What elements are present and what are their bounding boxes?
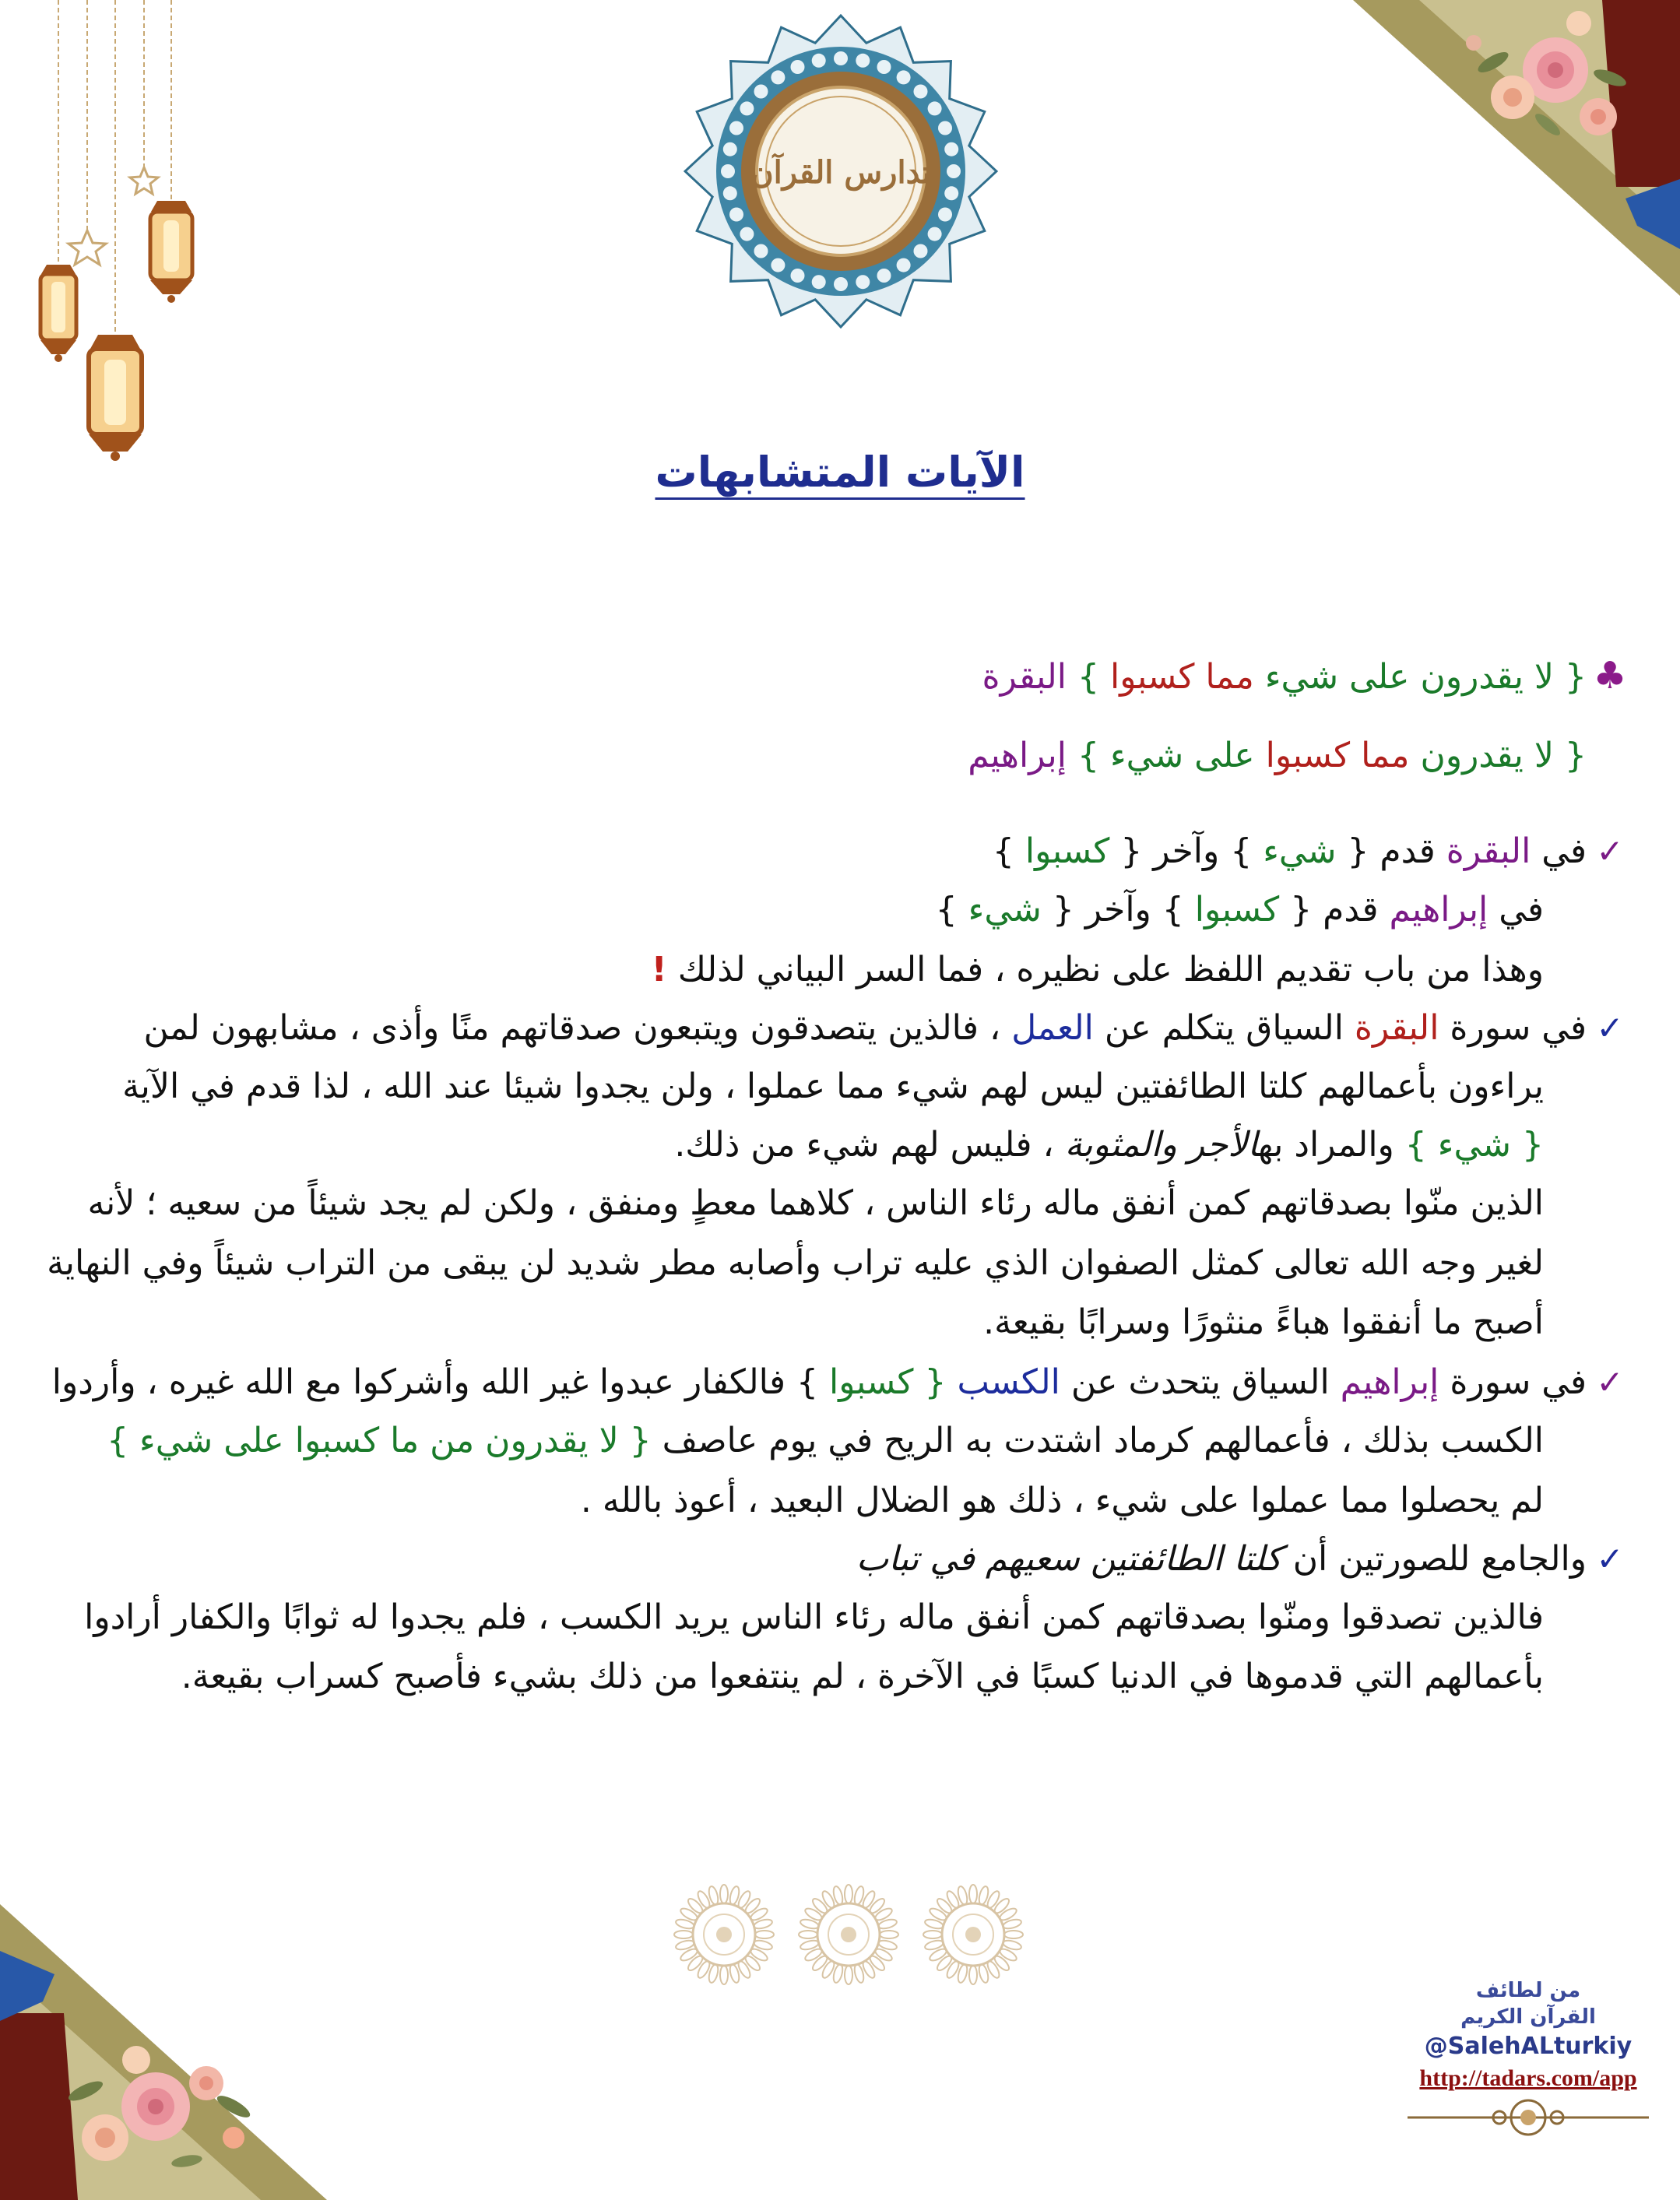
italic-phrase: كلتا الطائفتين سعيهم في تباب xyxy=(856,1539,1282,1579)
p3-line-1: ✓في سورة إبراهيم السياق يتحدث عن الكسب { كسبوا } فالكفار عبدوا غير الله وأشركوا مع الله غيره ، وأردوا xyxy=(52,1362,1633,1402)
ayah-ref: { شيء } xyxy=(1404,1125,1544,1165)
mandala-icon xyxy=(674,1885,774,1984)
brace: { xyxy=(1554,736,1587,775)
page-title: الآيات المتشابهات xyxy=(655,448,1025,497)
ornament-divider xyxy=(1400,2094,1657,2141)
verse-line-2 xyxy=(968,736,1633,775)
keyword: شيء xyxy=(1263,831,1337,871)
verse-text: على شيء xyxy=(1109,736,1255,775)
p1-line-3: وهذا من باب تقديم اللفظ على نظيره ، فما السر البياني لذلك ! xyxy=(651,950,1544,989)
check-mark-icon: ✓ xyxy=(1596,1009,1624,1047)
p2-line-4: الذين منّوا بصدقاتهم كمن أنفق ماله رئاء الناس ، كلاهما معطٍ ومنفق ، ولكن لم يجد شيئاً من سعيه ؛ لأنه xyxy=(87,1183,1544,1223)
surah-name: إبراهيم xyxy=(1340,1362,1439,1402)
emblem-calligraphy: تدارس القرآن xyxy=(750,154,931,191)
bottom-left-corner-decoration xyxy=(0,1904,467,2200)
p1-line-2: في إبراهيم قدم { كسبوا } وآخر { شيء } xyxy=(935,890,1544,930)
footer-line-1: من لطائف xyxy=(1475,1979,1581,2002)
p2-line-6: أصبح ما أنفقوا هباءً منثورًا وسرابًا بقيعة. xyxy=(983,1302,1544,1342)
exclamation: ! xyxy=(651,950,667,989)
keyword: كسبوا xyxy=(829,1362,914,1402)
p4-line-1: ✓والجامع للصورتين أن كلتا الطائفتين سعيهم في تباب xyxy=(856,1539,1633,1579)
brace: } xyxy=(1067,657,1110,697)
top-right-corner-decoration xyxy=(1213,0,1680,296)
surah-name: إبراهيم xyxy=(968,736,1067,775)
star-icon xyxy=(69,230,106,265)
italic-phrase: الأجر والمثوبة xyxy=(1064,1125,1258,1165)
p2-line-2: يراءون بأعمالهم كلتا الطائفتين ليس لهم شيء مما عملوا ، ولن يجدوا شيئا عند الله ، لذا قدم في الآية xyxy=(122,1067,1544,1106)
p1-line-1: ✓في البقرة قدم { شيء } وآخر { كسبوا } xyxy=(993,831,1633,871)
check-mark-icon: ✓ xyxy=(1596,832,1624,870)
keyword: كسبوا xyxy=(1025,831,1110,871)
mandala-icon xyxy=(923,1885,1023,1984)
verse-text-highlight: مما كسبوا xyxy=(1109,657,1254,697)
lantern-icon xyxy=(89,335,142,461)
keyword: العمل xyxy=(1011,1008,1094,1048)
p2-line-1: ✓في سورة البقرة السياق يتكلم عن العمل ، فالذين يتصدقون ويتبعون صدقاتهم منًا وأذى ، مشابهون لمن xyxy=(144,1008,1634,1048)
club-bullet-icon: ♣ xyxy=(1593,654,1627,698)
bottom-mandalas xyxy=(662,1876,1028,1993)
twitter-handle: @SalehALturkiy xyxy=(1424,2033,1633,2060)
lantern-icon xyxy=(40,265,76,362)
footer-credit xyxy=(1400,1977,1657,2144)
verse-text: لا يقدرون xyxy=(1420,736,1555,775)
verse-text: لا يقدرون على شيء xyxy=(1264,657,1555,697)
verse-line-1 xyxy=(982,654,1633,698)
check-mark-icon: ✓ xyxy=(1596,1363,1624,1401)
keyword: الكسب xyxy=(957,1362,1060,1402)
footer-url-link[interactable]: http://tadars.com/app xyxy=(1419,2065,1637,2091)
brace: { xyxy=(1554,657,1587,697)
keyword: كسبوا xyxy=(1194,890,1280,930)
surah-name: إبراهيم xyxy=(1389,890,1488,930)
surah-name: البقرة xyxy=(1354,1008,1439,1048)
p3-line-2: الكسب بذلك ، فأعمالهم كرماد اشتدت به الريح في يوم عاصف { لا يقدرون من ما كسبوا على شيء } xyxy=(107,1421,1544,1460)
p4-line-3: بأعمالهم التي قدموها في الدنيا كسبًا في الآخرة ، لم ينتفعوا من ذلك بشيء فأصبح كسراب بقيعة. xyxy=(181,1657,1544,1696)
star-icon xyxy=(130,167,158,194)
quran-emblem xyxy=(684,14,998,329)
keyword: شيء xyxy=(968,890,1042,930)
p4-line-2: فالذين تصدقوا ومنّوا بصدقاتهم كمن أنفق ماله رئاء الناس يريد الكسب ، فلم يجدوا له ثوابًا والكفار أرادوا xyxy=(84,1597,1544,1637)
p2-line-5: لغير وجه الله تعالى كمثل الصفوان الذي عليه تراب وأصابه مطر شديد لن يبقى من التراب شيئاً وفي النهاية xyxy=(47,1243,1544,1283)
p2-line-3: { شيء } والمراد بهالأجر والمثوبة ، فليس لهم شيء من ذلك. xyxy=(674,1125,1544,1165)
lantern-icon xyxy=(150,201,192,303)
mandala-icon xyxy=(799,1885,898,1984)
surah-name: البقرة xyxy=(982,657,1067,697)
p3-line-3: لم يحصلوا مما عملوا على شيء ، ذلك هو الضلال البعيد ، أعوذ بالله . xyxy=(580,1481,1544,1520)
verse-text-highlight: مما كسبوا xyxy=(1265,736,1410,775)
surah-name: البقرة xyxy=(1446,831,1531,871)
ayah-ref: { لا يقدرون من ما كسبوا على شيء } xyxy=(107,1421,652,1460)
lanterns-decoration xyxy=(16,0,218,467)
footer-line-2: القرآن الكريم xyxy=(1460,2005,1596,2029)
brace: } xyxy=(1066,736,1110,775)
check-mark-icon: ✓ xyxy=(1596,1540,1624,1578)
